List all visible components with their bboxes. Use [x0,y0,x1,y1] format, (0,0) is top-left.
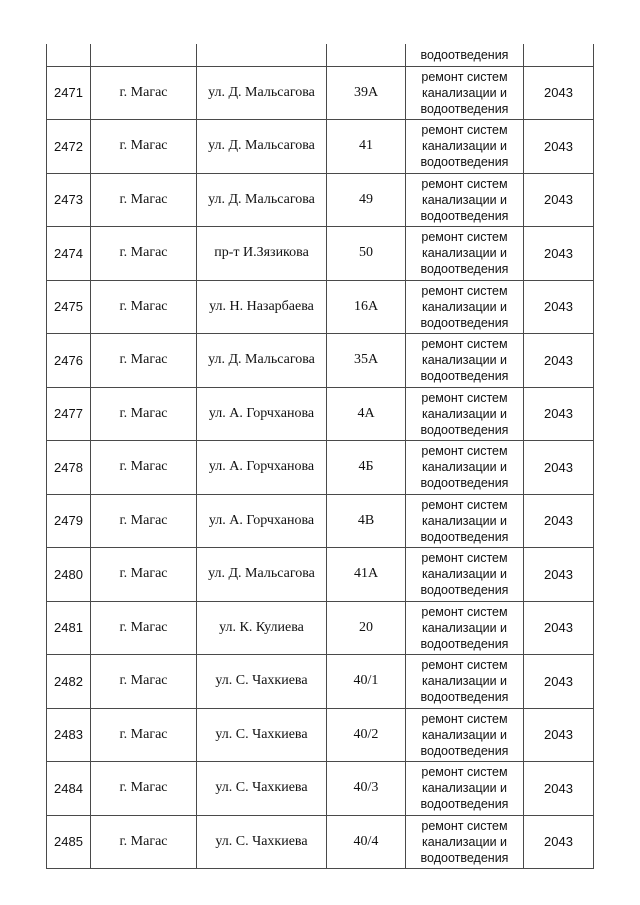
work-type-line: водоотведения [420,797,509,812]
city-name: г. Магас [91,173,197,227]
table-row [47,280,594,334]
row-number: 2479 [47,494,91,548]
work-type-line: ремонт систем [421,444,508,459]
work-type-line: водоотведения [420,262,509,277]
house-number: 4Б [327,441,406,495]
table-row [47,601,594,655]
work-type-cell [406,44,524,66]
work-type-cell [406,494,524,548]
table-row [47,387,594,441]
house-number: 16А [327,280,406,334]
work-type-line: водоотведения [420,636,509,651]
work-type-cell [406,601,524,655]
row-number: 2482 [47,655,91,709]
work-type-line: канализации и [421,460,508,475]
work-type-cell [406,708,524,762]
row-number: 2473 [47,173,91,227]
num-cell [47,44,91,66]
house-number: 40/4 [327,815,406,869]
table-row [47,120,594,174]
work-type-line: канализации и [421,299,508,314]
street-name: ул. А. Горчханова [197,387,327,441]
row-number: 2478 [47,441,91,495]
city-name: г. Магас [91,708,197,762]
planned-year: 2043 [524,548,594,602]
work-type-line: канализации и [421,567,508,582]
work-type-line: ремонт систем [421,711,508,726]
work-type-cell [406,280,524,334]
house-number: 41А [327,548,406,602]
work-type-line: ремонт систем [421,69,508,84]
planned-year: 2043 [524,334,594,388]
city-cell [91,44,197,66]
work-type-line: канализации и [421,781,508,796]
work-type-line: ремонт систем [421,230,508,245]
work-type-line: водоотведения [420,369,509,384]
work-type-line: ремонт систем [421,176,508,191]
city-name: г. Магас [91,762,197,816]
row-number: 2474 [47,227,91,281]
table-row [47,815,594,869]
city-name: г. Магас [91,66,197,120]
city-name: г. Магас [91,280,197,334]
table-row [47,548,594,602]
planned-year: 2043 [524,66,594,120]
planned-year: 2043 [524,815,594,869]
city-name: г. Магас [91,601,197,655]
street-name: ул. Д. Мальсагова [197,66,327,120]
work-type-cell [406,441,524,495]
city-name: г. Магас [91,815,197,869]
work-type-cell [406,120,524,174]
house-number: 40/1 [327,655,406,709]
house-cell [327,44,406,66]
table-row [47,494,594,548]
work-type-line: водоотведения [420,422,509,437]
house-number: 4В [327,494,406,548]
row-number: 2477 [47,387,91,441]
year-cell [524,44,594,66]
city-name: г. Магас [91,227,197,281]
work-type-line: канализации и [421,674,508,689]
house-number: 50 [327,227,406,281]
work-type-line: ремонт систем [421,337,508,352]
house-number: 40/3 [327,762,406,816]
street-name: ул. Д. Мальсагова [197,334,327,388]
address-program-table [46,44,594,869]
table-row [47,173,594,227]
planned-year: 2043 [524,441,594,495]
work-type-line: водоотведения [420,208,509,223]
work-type-line: канализации и [421,406,508,421]
work-type-line: канализации и [421,192,508,207]
street-name: ул. Д. Мальсагова [197,120,327,174]
work-type-line: ремонт систем [421,658,508,673]
planned-year: 2043 [524,762,594,816]
work-type-line: ремонт систем [421,818,508,833]
planned-year: 2043 [524,708,594,762]
planned-year: 2043 [524,120,594,174]
row-number: 2481 [47,601,91,655]
house-number: 49 [327,173,406,227]
work-type-line: ремонт систем [421,390,508,405]
work-type-line: ремонт систем [421,497,508,512]
planned-year: 2043 [524,227,594,281]
street-name: ул. С. Чахкиева [197,762,327,816]
table-row [47,441,594,495]
table-row [47,66,594,120]
row-number: 2485 [47,815,91,869]
house-number: 4А [327,387,406,441]
work-type-cell [406,173,524,227]
planned-year: 2043 [524,280,594,334]
row-number: 2480 [47,548,91,602]
work-type-line: канализации и [421,620,508,635]
work-type-line: ремонт систем [421,123,508,138]
house-number: 20 [327,601,406,655]
street-name: ул. А. Горчханова [197,494,327,548]
work-type-cell [406,227,524,281]
work-type-line: канализации и [421,246,508,261]
street-name: ул. А. Горчханова [197,441,327,495]
planned-year: 2043 [524,655,594,709]
work-type-line: ремонт систем [421,283,508,298]
work-type-line: водоотведения [420,583,509,598]
table-row [47,655,594,709]
work-type-line: канализации и [421,139,508,154]
house-number: 39А [327,66,406,120]
city-name: г. Магас [91,387,197,441]
street-name: ул. Д. Мальсагова [197,548,327,602]
table-row [47,708,594,762]
table-row [47,227,594,281]
city-name: г. Магас [91,334,197,388]
planned-year: 2043 [524,494,594,548]
row-number: 2472 [47,120,91,174]
work-type-line: канализации и [421,85,508,100]
city-name: г. Магас [91,548,197,602]
city-name: г. Магас [91,441,197,495]
work-type-line: канализации и [421,727,508,742]
table-body [47,44,594,869]
house-number: 40/2 [327,708,406,762]
house-number: 41 [327,120,406,174]
work-type-line: канализации и [421,834,508,849]
row-number: 2471 [47,66,91,120]
street-name: ул. Д. Мальсагова [197,173,327,227]
work-type-line: ремонт систем [421,604,508,619]
work-type-line: водоотведения [420,155,509,170]
work-type-line: водоотведения [420,476,509,491]
house-number: 35А [327,334,406,388]
street-name: ул. С. Чахкиева [197,815,327,869]
street-cell [197,44,327,66]
street-name: ул. К. Кулиева [197,601,327,655]
city-name: г. Магас [91,655,197,709]
work-type-line: водоотведения [420,690,509,705]
work-type-cell [406,334,524,388]
work-type-line: ремонт систем [421,765,508,780]
work-type-cell [406,387,524,441]
row-number: 2475 [47,280,91,334]
row-number: 2484 [47,762,91,816]
work-type-line: водоотведения [420,47,509,62]
row-number: 2483 [47,708,91,762]
planned-year: 2043 [524,387,594,441]
work-type-cell [406,66,524,120]
city-name: г. Магас [91,120,197,174]
street-name: ул. С. Чахкиева [197,708,327,762]
city-name: г. Магас [91,494,197,548]
work-type-cell [406,762,524,816]
work-type-line: канализации и [421,353,508,368]
work-type-line: ремонт систем [421,551,508,566]
work-type-line: канализации и [421,513,508,528]
work-type-line: водоотведения [420,529,509,544]
row-number: 2476 [47,334,91,388]
street-name: пр-т И.Зязикова [197,227,327,281]
work-type-line: водоотведения [420,743,509,758]
table-row [47,762,594,816]
street-name: ул. С. Чахкиева [197,655,327,709]
work-type-line: водоотведения [420,101,509,116]
work-type-line: водоотведения [420,315,509,330]
work-type-cell [406,815,524,869]
work-type-line: водоотведения [420,850,509,865]
work-type-cell [406,655,524,709]
street-name: ул. Н. Назарбаева [197,280,327,334]
planned-year: 2043 [524,601,594,655]
continuation-row [47,44,594,66]
work-type-cell [406,548,524,602]
planned-year: 2043 [524,173,594,227]
table-row [47,334,594,388]
